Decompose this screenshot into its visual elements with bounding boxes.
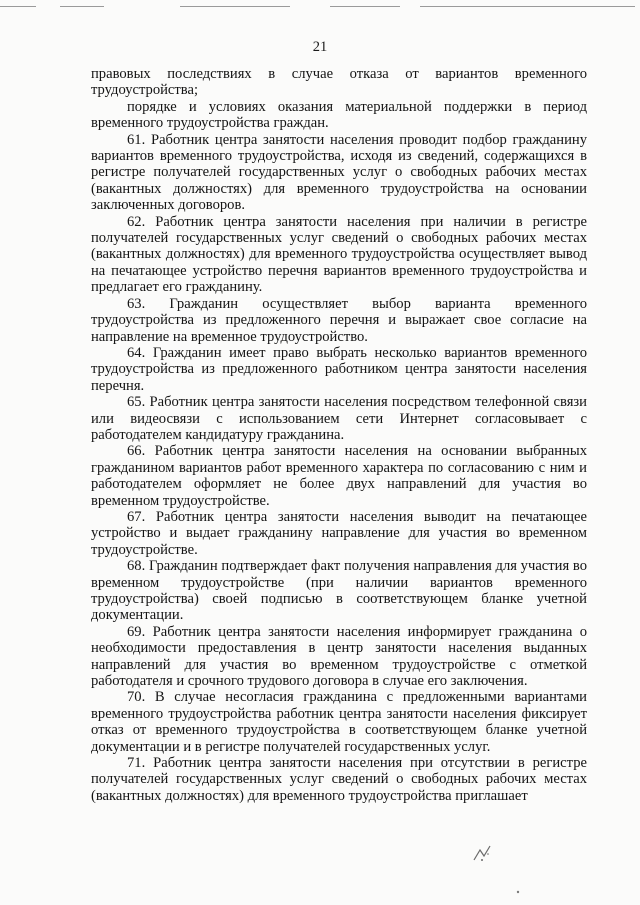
- paragraph: 67. Работник центра занятости населения выводит на печатающее устройство и выдает гражданину направление для участия во временном трудоустройстве.: [91, 508, 587, 558]
- ink-mark-icon: [470, 842, 496, 866]
- paragraph: 64. Гражданин имеет право выбрать несколько вариантов временного трудоустройства из предложенного работником центра занятости населения перечня.: [91, 344, 587, 394]
- scan-edge-line: [0, 6, 36, 7]
- paragraph: правовых последствиях в случае отказа от вариантов временного трудоустройства;: [91, 66, 587, 99]
- paragraph: 62. Работник центра занятости населения при наличии в регистре получателей государственных услуг сведений о свободных рабочих местах (вакантных должностях) для временного трудоустройства осуществляет вывод на печатающее устройство перечня вариантов временного трудоустройства и предлагает его гражданину.: [91, 213, 587, 296]
- paragraph: 71. Работник центра занятости населения при отсутствии в регистре получателей государственных услуг сведений о свободных рабочих местах (вакантных должностях) для временного трудоустройства приглашает: [91, 755, 587, 804]
- scan-edge-line: [330, 6, 400, 7]
- paragraph: 69. Работник центра занятости населения информирует гражданина о необходимости предоставления в центр занятости населения выданных направлений для участия во временном трудоустройстве с отметкой работодателя и срочного трудового договора в случае его заключения.: [91, 623, 587, 690]
- scan-edge-line: [180, 6, 290, 7]
- scan-edge-line: [60, 6, 104, 7]
- paragraph: 66. Работник центра занятости населения на основании выбранных гражданином вариантов работ временного характера по согласованию с ним и работодателем оформляет не более двух направлений для участия во временном трудоустройстве.: [91, 443, 587, 509]
- document-body: [91, 66, 587, 804]
- paragraph: 70. В случае несогласия гражданина с предложенными вариантами временного трудоустройства работник центра занятости населения фиксирует отказ от временного трудоустройства в соответствующем бланке учетной документации и в регистре получателей государственных услуг.: [91, 689, 587, 755]
- scan-dot-icon: [514, 888, 522, 896]
- page-number: 21: [312, 39, 328, 55]
- paragraph: 65. Работник центра занятости населения посредством телефонной связи или видеосвязи с использованием сети Интернет согласовывает с работодателем кандидатуру гражданина.: [91, 394, 587, 443]
- paragraph: 68. Гражданин подтверждает факт получения направления для участия во временном трудоустройстве (при наличии вариантов временного трудоустройства) своей подписью в соответствующем бланке учетной документации.: [91, 558, 587, 624]
- paragraph: 61. Работник центра занятости населения проводит подбор гражданину вариантов временного трудоустройства, исходя из сведений, содержащихся в регистре получателей государственных услуг о свободных рабочих местах (вакантных должностях) для временного трудоустройства на основании заключенных договоров.: [91, 131, 587, 214]
- scan-edge-line: [420, 6, 635, 7]
- paragraph: порядке и условиях оказания материальной поддержки в период временного трудоустройства граждан.: [91, 98, 587, 132]
- paragraph: 63. Гражданин осуществляет выбор варианта временного трудоустройства из предложенного перечня и выражает свое согласие на направление на временное трудоустройство.: [91, 295, 587, 345]
